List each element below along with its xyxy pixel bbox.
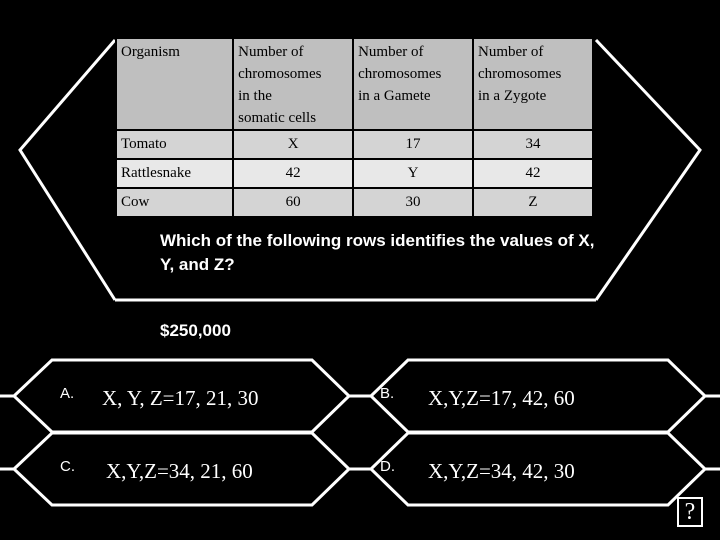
header-line: in a Zygote <box>478 88 547 104</box>
help-question-icon: ? <box>684 499 696 525</box>
table-row <box>116 159 593 188</box>
header-line: chromosomes <box>238 66 322 82</box>
table-cell: Tomato <box>116 130 233 159</box>
frame-outline-right <box>596 40 700 300</box>
prize-amount: $250,000 <box>160 321 231 340</box>
header-line: chromosomes <box>478 66 562 82</box>
header-line: in a Gamete <box>358 88 431 104</box>
table-header-row <box>116 38 593 130</box>
answer-text: X,Y,Z=17, 42, 60 <box>428 386 575 410</box>
header-somatic <box>233 38 353 130</box>
table-cell: Cow <box>116 188 233 217</box>
table-cell: Z <box>473 188 593 217</box>
table-cell: Y <box>353 159 473 188</box>
answer-letter: B. <box>380 385 395 402</box>
answer-letter: D. <box>380 458 395 475</box>
header-line: in the <box>238 88 272 104</box>
table-cell: 42 <box>473 159 593 188</box>
chromosome-table <box>115 37 594 218</box>
header-zygote <box>473 38 593 130</box>
header-line: chromosomes <box>358 66 442 82</box>
answer-letter: C. <box>60 458 75 475</box>
header-organism <box>116 38 233 130</box>
help-button[interactable] <box>677 497 703 527</box>
answer-text: X, Y, Z=17, 21, 30 <box>102 386 259 410</box>
question-text: Which of the following rows identifies the values of X, Y, and Z? <box>160 231 595 274</box>
table-row <box>116 188 593 217</box>
table-cell: Rattlesnake <box>116 159 233 188</box>
table-cell: 34 <box>473 130 593 159</box>
table-cell: 17 <box>353 130 473 159</box>
header-line: Organism <box>121 44 180 60</box>
table-cell: 30 <box>353 188 473 217</box>
header-line: Number of <box>478 44 544 60</box>
table-row <box>116 130 593 159</box>
answer-a-button[interactable] <box>52 385 342 413</box>
answer-c-button[interactable] <box>52 458 342 486</box>
header-gamete <box>353 38 473 130</box>
answer-text: X,Y,Z=34, 42, 30 <box>428 459 575 483</box>
answer-d-button[interactable] <box>378 458 678 486</box>
answer-b-button[interactable] <box>378 385 678 413</box>
header-line: somatic cells <box>238 110 317 126</box>
answer-text: X,Y,Z=34, 21, 60 <box>106 459 253 483</box>
table-cell: X <box>233 130 353 159</box>
table-cell: 60 <box>233 188 353 217</box>
frame-outline-left <box>20 40 115 300</box>
header-line: Number of <box>238 44 304 60</box>
header-line: Number of <box>358 44 424 60</box>
table-cell: 42 <box>233 159 353 188</box>
answer-letter: A. <box>60 385 75 402</box>
